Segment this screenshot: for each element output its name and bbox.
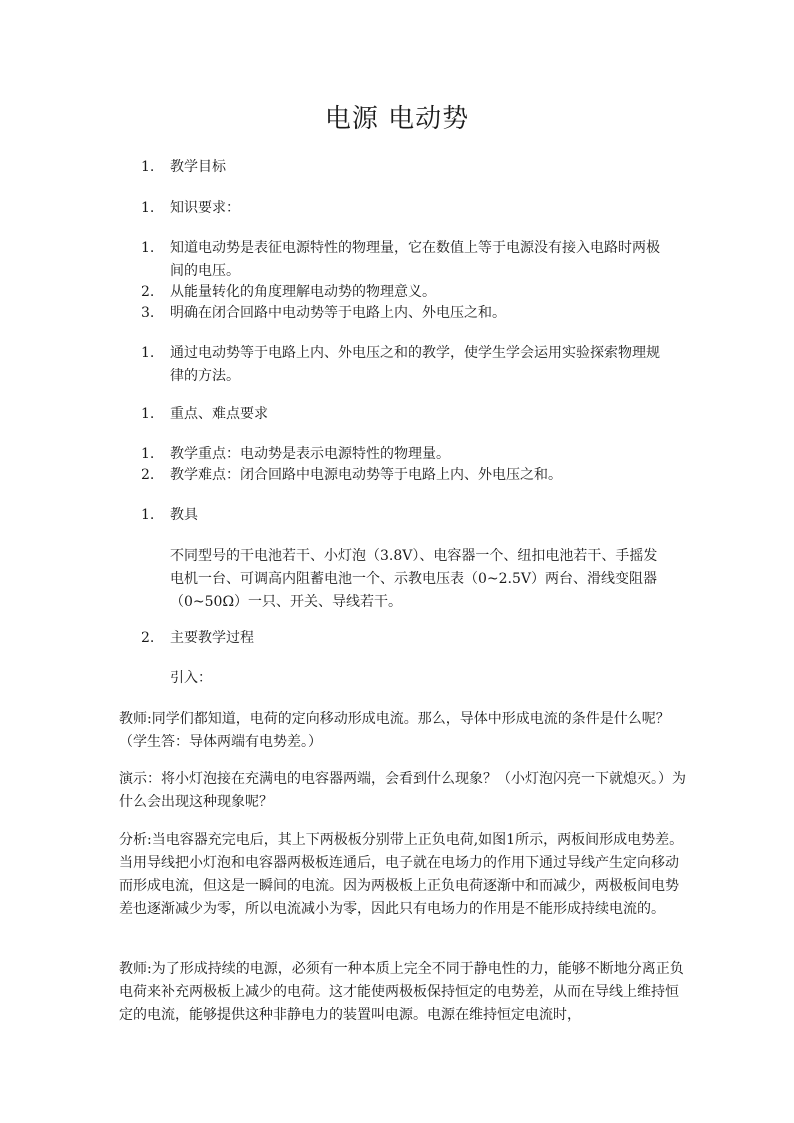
list-number: 2. [141, 467, 155, 483]
equipment-text: 不同型号的干电池若干、小灯泡（3.8V）、电容器一个、纽扣电池若干、手摇发电机一台、可调高内阻蓄电池一个、示教电压表（0~2.5V）两台、滑线变阻器（0~50Ω）一只、开关、导线若干。 [170, 548, 658, 610]
list-text: 教学重点：电动势是表示电源特性的物理量。 [170, 446, 450, 462]
list-number: 1. [141, 240, 155, 256]
list-text: 通过电动势等于电路上内、外电压之和的教学，使学生学会运用实验探索物理规律的方法。 [170, 345, 660, 384]
list-number: 1. [141, 159, 155, 175]
list-number: 1. [141, 345, 155, 361]
list-number: 1. [141, 507, 155, 523]
paragraph: 分析:当电容器充完电后，其上下两极板分别带上正负电荷,如图1所示，两板间形成电势差。当用导线把小灯泡和电容器两极板连通后，电子就在电场力的作用下通过导线产生定向移动而形成电流，但这是一瞬间的电流。因为两极板上正负电荷逐渐中和而减少，两极板间电势差也逐渐减少为零，所以电流减小为零，因此只有电场力的作用是不能形成持续电流的。 [119, 832, 684, 917]
list-number: 1. [141, 200, 155, 216]
list-text: 教学难点：闭合回路中电源电动势等于电路上内、外电压之和。 [170, 467, 562, 483]
paragraph: 教师:为了形成持续的电源，必须有一种本质上完全不同于静电性的力，能够不断地分离正负电荷来补充两极板上减少的电荷。这才能使两极板保持恒定的电势差，从而在导线上维持恒定的电流，能够提供这种非静电力的装置叫电源。电源在维持恒定电流时， [119, 961, 684, 1023]
paragraph: 教师:同学们都知道，电荷的定向移动形成电流。那么，导体中形成电流的条件是什么呢？（学生答：导体两端有电势差。） [119, 711, 670, 750]
list-text: 主要教学过程 [170, 630, 254, 646]
page-title: 电源 电动势 [324, 104, 470, 134]
list-number: 2. [141, 630, 155, 646]
list-text: 从能量转化的角度理解电动势的物理意义。 [170, 284, 436, 300]
list-text: 明确在闭合回路中电动势等于电路上内、外电压之和。 [170, 305, 506, 321]
list-number: 1. [141, 406, 155, 422]
paragraph: 演示：将小灯泡接在充满电的电容器两端，会看到什么现象？（小灯泡闪亮一下就熄灭。）为什么会出现这种现象呢？ [119, 771, 686, 810]
list-number: 2. [141, 284, 155, 300]
list-text: 知识要求： [170, 200, 240, 216]
list-text: 教具 [170, 507, 198, 523]
list-number: 3. [141, 305, 155, 321]
intro-label: 引入： [170, 670, 212, 686]
list-text: 重点、难点要求 [170, 406, 268, 422]
list-text: 知道电动势是表征电源特性的物理量，它在数值上等于电源没有接入电路时两极间的电压。 [170, 240, 660, 279]
list-text: 教学目标 [170, 159, 226, 175]
list-number: 1. [141, 446, 155, 462]
